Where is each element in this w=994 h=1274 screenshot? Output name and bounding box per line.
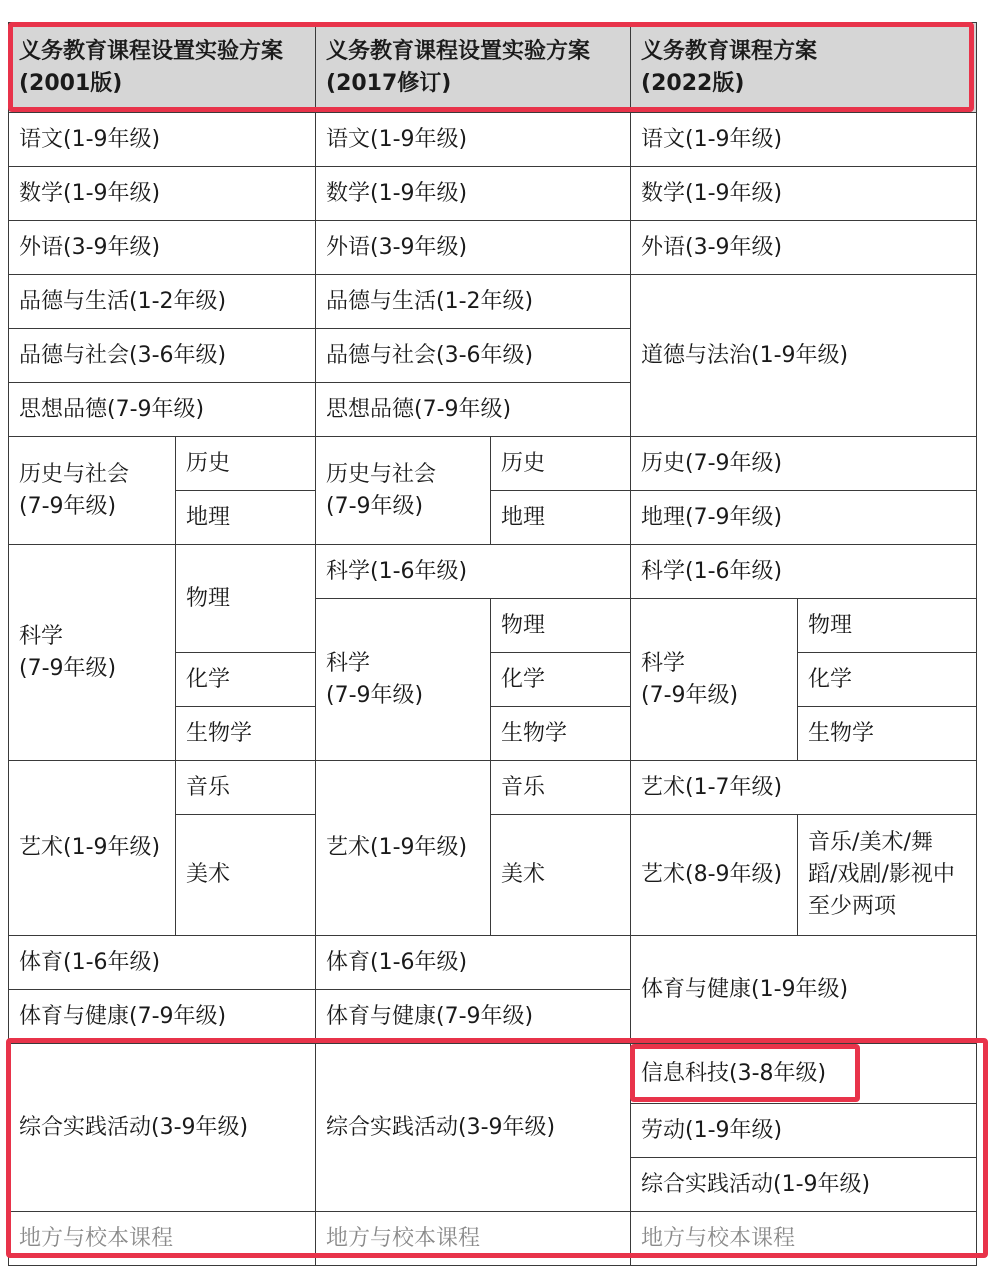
chinese-2022: 语文(1-9年级) [631,113,977,167]
math-2022: 数学(1-9年级) [631,167,977,221]
geography-2017: 地理 [491,491,631,545]
science-2017: 科学 (7-9年级) [316,599,491,761]
table-row [9,1044,977,1104]
curriculum-comparison-table [8,22,977,1266]
history-society-2001: 历史与社会 (7-9年级) [9,437,176,545]
chinese-2017: 语文(1-9年级) [316,113,631,167]
pe-upper-2001: 体育与健康(7-9年级) [9,990,316,1044]
biology-2001: 生物学 [176,707,316,761]
morality-life-2001: 品德与生活(1-2年级) [9,275,316,329]
table-row [9,167,977,221]
pe-upper-2017: 体育与健康(7-9年级) [316,990,631,1044]
history-society-2017: 历史与社会 (7-9年级) [316,437,491,545]
header-2022: 义务教育课程方案 (2022版) [631,23,977,113]
table-row [9,761,977,815]
practice-2022: 综合实践活动(1-9年级) [631,1158,977,1212]
geography-2001: 地理 [176,491,316,545]
morality-society-2001: 品德与社会(3-6年级) [9,329,316,383]
math-2001: 数学(1-9年级) [9,167,316,221]
physics-2001: 物理 [176,545,316,653]
history-2017: 历史 [491,437,631,491]
history-2022: 历史(7-9年级) [631,437,977,491]
arts-upper-note-2022: 音乐/美术/舞 蹈/戏剧/影视中 至少两项 [798,815,977,936]
science-primary-2022: 科学(1-6年级) [631,545,977,599]
table-row [9,113,977,167]
labor-2022: 劳动(1-9年级) [631,1104,977,1158]
chemistry-2017: 化学 [491,653,631,707]
chemistry-2022: 化学 [798,653,977,707]
morality-society-2017: 品德与社会(3-6年级) [316,329,631,383]
math-2017: 数学(1-9年级) [316,167,631,221]
table-row [9,275,977,329]
pe-primary-2001: 体育(1-6年级) [9,936,316,990]
morality-law-2022: 道德与法治(1-9年级) [631,275,977,437]
foreign-2022: 外语(3-9年级) [631,221,977,275]
it-2022: 信息科技(3-8年级) [631,1044,977,1104]
history-2001: 历史 [176,437,316,491]
biology-2022: 生物学 [798,707,977,761]
arts-2001: 艺术(1-9年级) [9,761,176,936]
local-2001: 地方与校本课程 [9,1212,316,1266]
table-row [9,1212,977,1266]
arts-primary-2022: 艺术(1-7年级) [631,761,977,815]
table-row [9,545,977,599]
pe-health-2022: 体育与健康(1-9年级) [631,936,977,1044]
music-2017: 音乐 [491,761,631,815]
physics-2022: 物理 [798,599,977,653]
arts-2017: 艺术(1-9年级) [316,761,491,936]
pe-primary-2017: 体育(1-6年级) [316,936,631,990]
fine-art-2017: 美术 [491,815,631,936]
science-2001: 科学 (7-9年级) [9,545,176,761]
local-2017: 地方与校本课程 [316,1212,631,1266]
arts-upper-2022: 艺术(8-9年级) [631,815,798,936]
header-2017: 义务教育课程设置实验方案 (2017修订) [316,23,631,113]
science-primary-2017: 科学(1-6年级) [316,545,631,599]
table-row [9,221,977,275]
practice-2017: 综合实践活动(3-9年级) [316,1044,631,1212]
chinese-2001: 语文(1-9年级) [9,113,316,167]
local-2022: 地方与校本课程 [631,1212,977,1266]
table-row [9,936,977,990]
practice-2001: 综合实践活动(3-9年级) [9,1044,316,1212]
foreign-2017: 外语(3-9年级) [316,221,631,275]
header-2001: 义务教育课程设置实验方案 (2001版) [9,23,316,113]
chemistry-2001: 化学 [176,653,316,707]
geography-2022: 地理(7-9年级) [631,491,977,545]
ideology-2001: 思想品德(7-9年级) [9,383,316,437]
music-2001: 音乐 [176,761,316,815]
physics-2017: 物理 [491,599,631,653]
foreign-2001: 外语(3-9年级) [9,221,316,275]
morality-life-2017: 品德与生活(1-2年级) [316,275,631,329]
ideology-2017: 思想品德(7-9年级) [316,383,631,437]
table-row [9,437,977,491]
science-2022: 科学 (7-9年级) [631,599,798,761]
biology-2017: 生物学 [491,707,631,761]
header-row [9,23,977,113]
fine-art-2001: 美术 [176,815,316,936]
